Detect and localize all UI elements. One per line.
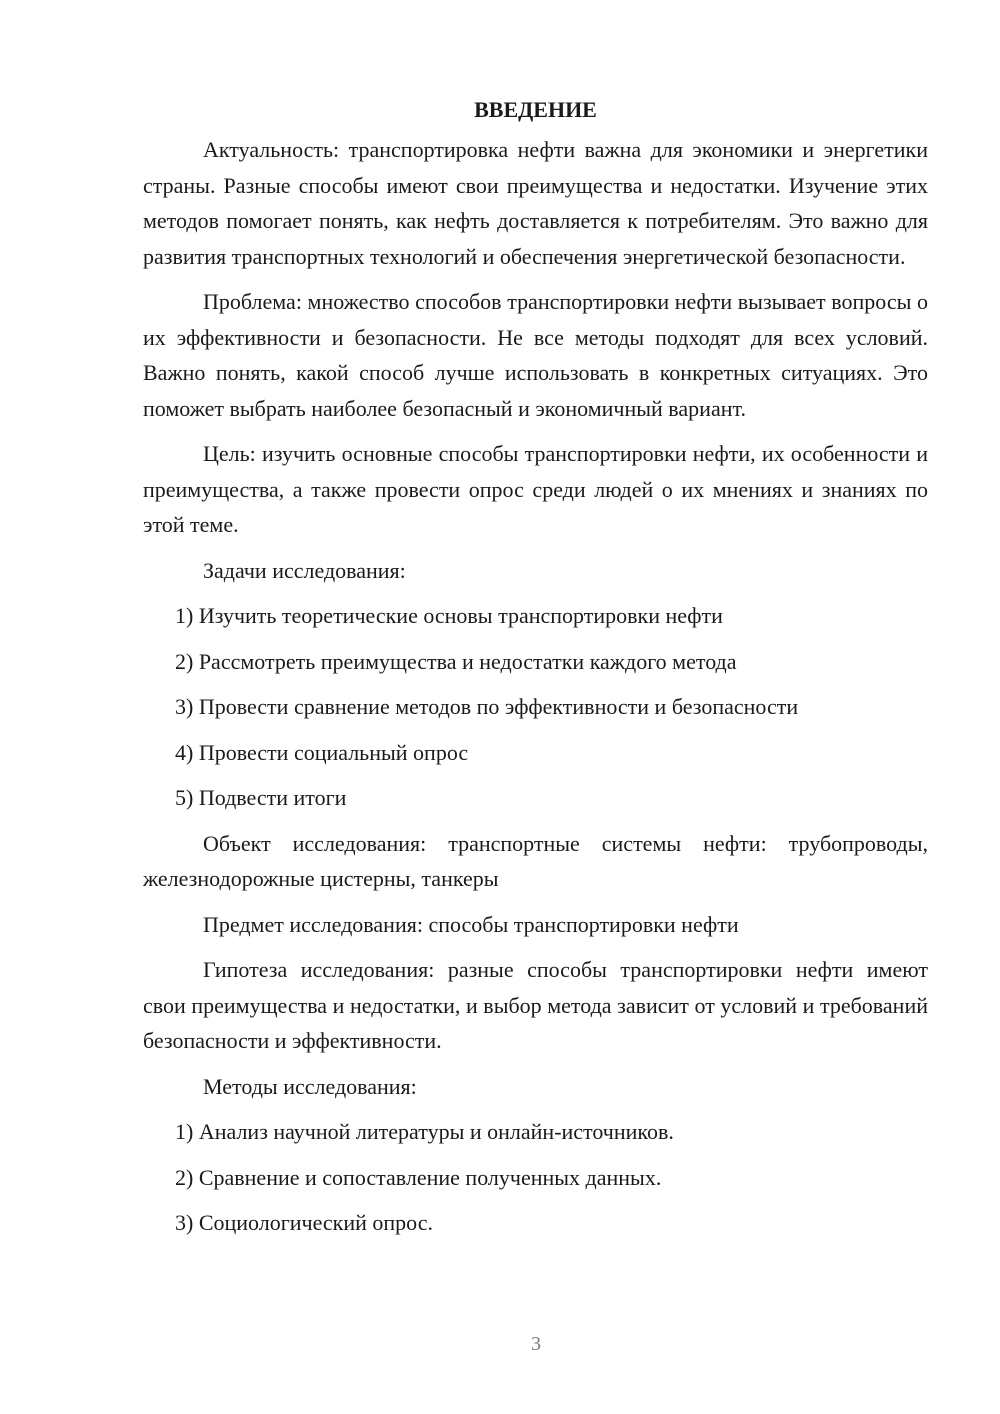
list-item: 1) Анализ научной литературы и онлайн-источников. xyxy=(175,1119,674,1144)
tasks-list xyxy=(143,598,928,816)
list-item: 2) Сравнение и сопоставление полученных данных. xyxy=(175,1164,662,1190)
page-number: 3 xyxy=(531,1333,541,1355)
tasks-label: Задачи исследования: xyxy=(203,557,406,583)
list-item: 3) Социологический опрос. xyxy=(175,1210,433,1235)
list-item: 2) Рассмотреть преимущества и недостатки каждого метода xyxy=(175,648,737,674)
methods-label: Методы исследования: xyxy=(203,1073,417,1099)
document-page xyxy=(143,94,928,1251)
methods-list xyxy=(143,1114,928,1241)
goal-paragraph: Цель: изучить основные способы транспортировки нефти, их особенности и преимущества, а также провести опрос среди людей о их мнениях и знаниях по этой теме. xyxy=(143,441,928,537)
hypothesis-paragraph: Гипотеза исследования: разные способы транспортировки нефти имеют свои преимущества и недостатки, и выбор метода зависит от условий и требований безопасности и эффективности. xyxy=(143,957,928,1053)
page-title: ВВЕДЕНИЕ xyxy=(474,97,597,122)
subject-paragraph: Предмет исследования: способы транспортировки нефти xyxy=(203,911,739,937)
relevance-paragraph: Актуальность: транспортировка нефти важна для экономики и энергетики страны. Разные способы имеют свои преимущества и недостатки. Изучение этих методов помогает понять, как нефть доставляется к потребителям. Это важно для развития транспортных технологий и обеспечения энергетической безопасности. xyxy=(143,137,928,269)
list-item: 1) Изучить теоретические основы транспортировки нефти xyxy=(175,603,723,628)
problem-paragraph: Проблема: множество способов транспортировки нефти вызывает вопросы о их эффективности и безопасности. Не все методы подходят для всех условий. Важно понять, какой способ лучше использовать в конкретных ситуациях. Это поможет выбрать наиболее безопасный и экономичный вариант. xyxy=(143,289,928,421)
list-item: 5) Подвести итоги xyxy=(175,785,347,810)
object-paragraph: Объект исследования: транспортные системы нефти: трубопроводы, железнодорожные цистерны, танкеры xyxy=(143,830,928,891)
list-item: 3) Провести сравнение методов по эффективности и безопасности xyxy=(175,694,799,719)
list-item: 4) Провести социальный опрос xyxy=(175,739,469,765)
